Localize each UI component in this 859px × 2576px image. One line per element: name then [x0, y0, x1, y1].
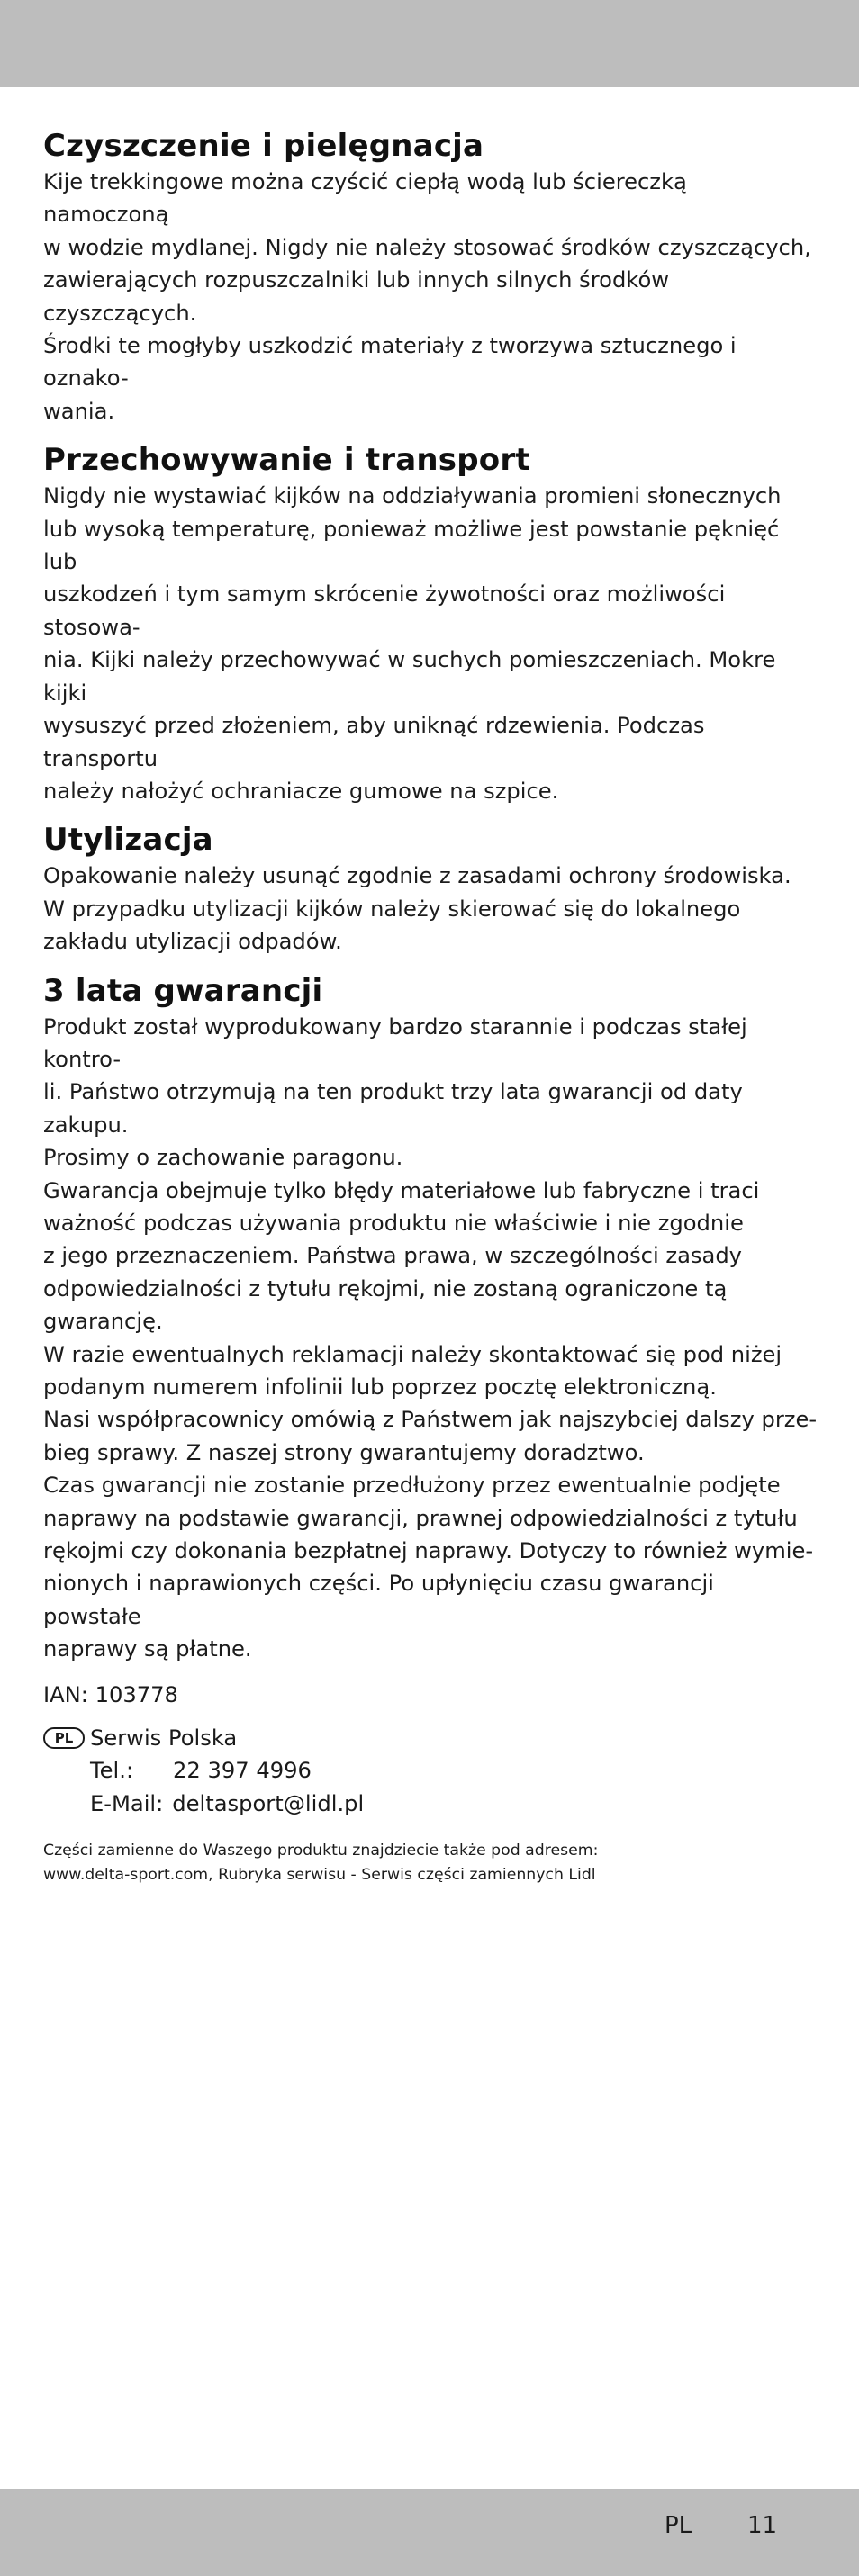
section-text: Nigdy nie wystawiać kijków na oddziaływania promieni słonecznych lub wysoką temperaturę, ponieważ możliwe jest powstanie pęknięć lub uszkodzeń i tym samym skrócenie żywotności oraz możliwości stosowa- nia. Kijki należy przechowywać w suchych pomieszczeniach. Mokre kijki wysuszyć przed złożeniem, aby uniknąć rdzewienia. Podczas transportu należy nałożyć ochraniacze gumowe na szpice. — [43, 483, 782, 804]
page-number: 11 — [747, 2512, 778, 2539]
ian-number: IAN: 103778 — [43, 1681, 178, 1707]
email-row — [90, 1788, 818, 1821]
header-bar — [0, 0, 859, 87]
section-storage — [43, 440, 818, 807]
footer-language: PL — [665, 2512, 692, 2539]
section-warranty — [43, 971, 818, 1666]
section-heading: Utylizacja — [43, 822, 213, 859]
section-disposal — [43, 820, 818, 958]
email-address[interactable]: deltasport@lidl.pl — [172, 1791, 365, 1817]
section-heading: Przechowywanie i transport — [43, 442, 530, 479]
section-heading: 3 lata gwarancji — [43, 972, 323, 1009]
section-text: Opakowanie należy usunąć zgodnie z zasadami ochrony środowiska. W przypadku utylizacji kijków należy skierować się do lokalnego zakładu utylizacji odpadów. — [43, 863, 791, 955]
phone-label: Tel.: — [90, 1758, 134, 1784]
service-block — [43, 1722, 818, 1821]
spare-parts-note: Części zamienne do Waszego produktu znajdziecie także pod adresem: www.delta-sport.com, Rubryka serwisu - Serwis części zamiennych Lidl — [43, 1842, 599, 1885]
section-cleaning — [43, 126, 818, 428]
footer-bar — [0, 2489, 859, 2576]
phone-number: 22 397 4996 — [173, 1758, 312, 1784]
phone-row — [90, 1754, 818, 1788]
service-title-row — [43, 1722, 818, 1754]
country-badge-icon: PL — [43, 1727, 85, 1749]
page-content — [43, 126, 818, 1887]
email-label: E-Mail: — [90, 1791, 164, 1817]
section-text: Kije trekkingowe można czyścić ciepłą wodą lub ściereczką namoczoną w wodzie mydlanej. Nigdy nie należy stosować środków czyszczących, zawierających rozpuszczalniki lub innych silnych środków czyszczących. Środki te mogłyby uszkodzić materiały z tworzywa sztucznego i oznako- wania. — [43, 169, 811, 424]
section-heading: Czyszczenie i pielęgnacja — [43, 128, 484, 164]
section-text: Produkt został wyprodukowany bardzo starannie i podczas stałej kontro- li. Państwo otrzymują na ten produkt trzy lata gwarancji od daty zakupu. Prosimy o zachowanie paragonu. Gwarancja obejmuje tylko błędy materiałowe lub fabryczne i traci ważność podczas używania produktu nie właściwie i nie zgodnie z jego przeznaczeniem. Państwa prawa, w szczególności zasady odpowiedzialności z tytułu rękojmi, nie zostaną ograniczone tą gwarancję. W razie ewentualnych reklamacji należy skontaktować się pod niżej podanym numerem infolinii lub poprzez pocztę elektroniczną. Nasi współpracownicy omówią z Państwem jak najszybciej dalszy prze- bieg sprawy. Z naszej strony gwarantujemy doradztwo. Czas gwarancji nie zostanie przedłużony przez ewentualnie podjęte naprawy na podstawie gwarancji, prawnej odpowiedzialności z tytułu rękojmi czy dokonania bezpłatnej naprawy. Dotyczy to również wymie- nionych i naprawionych części. Po upłynięciu czasu gwarancji powstałe naprawy są płatne. — [43, 1013, 818, 1662]
service-title: Serwis Polska — [90, 1725, 238, 1752]
